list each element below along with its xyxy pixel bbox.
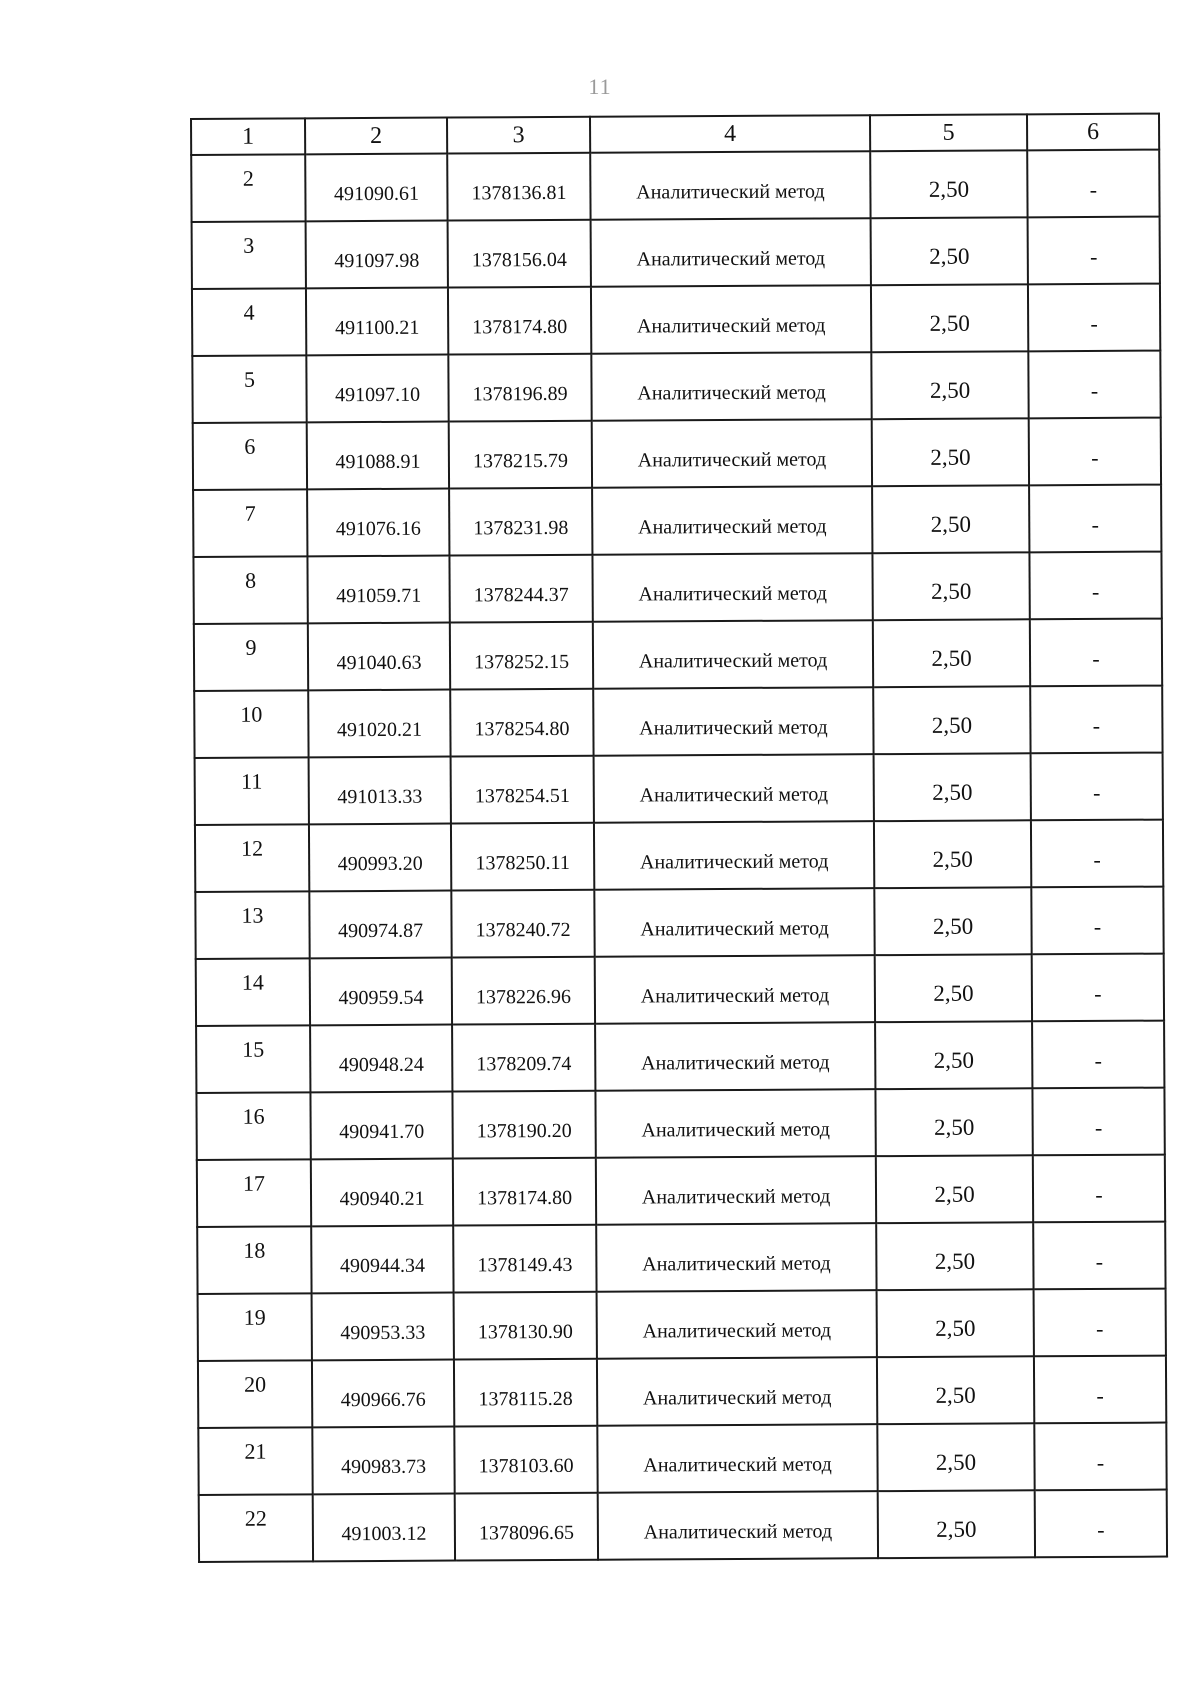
table-row bbox=[192, 284, 1160, 356]
extra-cell: - bbox=[1034, 1356, 1166, 1424]
point-number-cell: 21 bbox=[198, 1427, 312, 1495]
accuracy-cell: 2,50 bbox=[873, 619, 1030, 687]
coordinates-table bbox=[190, 113, 1168, 1563]
accuracy-cell: 2,50 bbox=[873, 686, 1030, 754]
method-cell: Аналитический метод bbox=[594, 821, 874, 890]
point-number-cell: 5 bbox=[192, 355, 306, 423]
table-row bbox=[198, 1423, 1166, 1495]
table-row bbox=[198, 1356, 1166, 1428]
accuracy-cell: 2,50 bbox=[877, 1289, 1034, 1357]
extra-cell: - bbox=[1032, 1088, 1164, 1156]
accuracy-cell: 2,50 bbox=[870, 150, 1027, 218]
table-row bbox=[196, 1088, 1164, 1160]
point-number-cell: 4 bbox=[192, 288, 306, 356]
extra-cell: - bbox=[1034, 1289, 1166, 1357]
table-row bbox=[193, 418, 1161, 490]
point-number-cell: 2 bbox=[191, 154, 305, 222]
table-row bbox=[196, 954, 1164, 1026]
accuracy-cell: 2,50 bbox=[871, 351, 1028, 419]
y-coordinate-cell: 1378254.51 bbox=[451, 756, 594, 824]
x-coordinate-cell: 491090.61 bbox=[305, 154, 447, 222]
method-cell: Аналитический метод bbox=[590, 151, 870, 220]
point-number-cell: 13 bbox=[195, 891, 309, 959]
table-row bbox=[191, 150, 1159, 222]
point-number-cell: 7 bbox=[193, 489, 307, 557]
method-cell: Аналитический метод bbox=[597, 1424, 877, 1493]
y-coordinate-cell: 1378103.60 bbox=[454, 1426, 597, 1494]
method-cell: Аналитический метод bbox=[596, 1223, 876, 1292]
table-row bbox=[197, 1155, 1165, 1227]
column-header-2: 2 bbox=[305, 118, 447, 155]
y-coordinate-cell: 1378226.96 bbox=[452, 957, 595, 1025]
x-coordinate-cell: 491088.91 bbox=[307, 422, 449, 490]
method-cell: Аналитический метод bbox=[597, 1357, 877, 1426]
column-header-5: 5 bbox=[870, 114, 1027, 151]
y-coordinate-cell: 1378244.37 bbox=[449, 555, 592, 623]
extra-cell: - bbox=[1031, 820, 1163, 888]
table-row bbox=[196, 1021, 1164, 1093]
accuracy-cell: 2,50 bbox=[874, 753, 1031, 821]
extra-cell: - bbox=[1028, 351, 1160, 419]
x-coordinate-cell: 490944.34 bbox=[311, 1226, 453, 1294]
x-coordinate-cell: 491100.21 bbox=[306, 288, 448, 356]
table-row bbox=[195, 753, 1163, 825]
x-coordinate-cell: 491059.71 bbox=[307, 556, 449, 624]
point-number-cell: 3 bbox=[192, 221, 306, 289]
y-coordinate-cell: 1378254.80 bbox=[450, 689, 593, 757]
accuracy-cell: 2,50 bbox=[877, 1356, 1034, 1424]
table-row bbox=[192, 351, 1160, 423]
accuracy-cell: 2,50 bbox=[872, 418, 1029, 486]
x-coordinate-cell: 490959.54 bbox=[310, 958, 452, 1026]
header-row bbox=[191, 114, 1159, 155]
x-coordinate-cell: 490941.70 bbox=[310, 1092, 452, 1160]
method-cell: Аналитический метод bbox=[594, 888, 874, 957]
y-coordinate-cell: 1378130.90 bbox=[454, 1292, 597, 1360]
point-number-cell: 15 bbox=[196, 1025, 310, 1093]
column-header-6: 6 bbox=[1027, 114, 1159, 151]
table-row bbox=[199, 1490, 1167, 1562]
x-coordinate-cell: 490974.87 bbox=[309, 891, 451, 959]
method-cell: Аналитический метод bbox=[595, 1089, 875, 1158]
extra-cell: - bbox=[1034, 1423, 1166, 1491]
accuracy-cell: 2,50 bbox=[874, 887, 1031, 955]
point-number-cell: 6 bbox=[193, 422, 307, 490]
method-cell: Аналитический метод bbox=[591, 218, 871, 287]
extra-cell: - bbox=[1033, 1155, 1165, 1223]
extra-cell: - bbox=[1030, 686, 1162, 754]
y-coordinate-cell: 1378231.98 bbox=[449, 488, 592, 556]
x-coordinate-cell: 490940.21 bbox=[311, 1159, 453, 1227]
x-coordinate-cell: 490966.76 bbox=[312, 1360, 454, 1428]
extra-cell: - bbox=[1035, 1490, 1167, 1558]
accuracy-cell: 2,50 bbox=[874, 820, 1031, 888]
method-cell: Аналитический метод bbox=[598, 1491, 878, 1560]
method-cell: Аналитический метод bbox=[592, 553, 872, 622]
y-coordinate-cell: 1378250.11 bbox=[451, 823, 594, 891]
accuracy-cell: 2,50 bbox=[871, 217, 1028, 285]
x-coordinate-cell: 491076.16 bbox=[307, 489, 449, 557]
accuracy-cell: 2,50 bbox=[878, 1490, 1035, 1558]
x-coordinate-cell: 491003.12 bbox=[313, 1494, 455, 1562]
method-cell: Аналитический метод bbox=[595, 1022, 875, 1091]
x-coordinate-cell: 491020.21 bbox=[308, 690, 450, 758]
page-number: 11 bbox=[588, 74, 612, 99]
y-coordinate-cell: 1378149.43 bbox=[453, 1225, 596, 1293]
extra-cell: - bbox=[1027, 150, 1159, 218]
x-coordinate-cell: 490953.33 bbox=[312, 1293, 454, 1361]
y-coordinate-cell: 1378215.79 bbox=[449, 421, 592, 489]
point-number-cell: 22 bbox=[199, 1494, 313, 1562]
accuracy-cell: 2,50 bbox=[872, 552, 1029, 620]
accuracy-cell: 2,50 bbox=[876, 1222, 1033, 1290]
x-coordinate-cell: 490993.20 bbox=[309, 824, 451, 892]
point-number-cell: 20 bbox=[198, 1360, 312, 1428]
point-number-cell: 11 bbox=[195, 757, 309, 825]
table-row bbox=[197, 1222, 1165, 1294]
extra-cell: - bbox=[1031, 753, 1163, 821]
table-row bbox=[193, 552, 1161, 624]
y-coordinate-cell: 1378252.15 bbox=[450, 622, 593, 690]
accuracy-cell: 2,50 bbox=[875, 1021, 1032, 1089]
method-cell: Аналитический метод bbox=[593, 620, 873, 689]
point-number-cell: 8 bbox=[193, 556, 307, 624]
extra-cell: - bbox=[1029, 552, 1161, 620]
table-row bbox=[193, 485, 1161, 557]
x-coordinate-cell: 491040.63 bbox=[308, 623, 450, 691]
table-row bbox=[194, 619, 1162, 691]
extra-cell: - bbox=[1030, 619, 1162, 687]
y-coordinate-cell: 1378096.65 bbox=[455, 1493, 598, 1561]
extra-cell: - bbox=[1029, 418, 1161, 486]
method-cell: Аналитический метод bbox=[591, 352, 871, 421]
table-row bbox=[192, 217, 1160, 289]
y-coordinate-cell: 1378115.28 bbox=[454, 1359, 597, 1427]
extra-cell: - bbox=[1031, 887, 1163, 955]
accuracy-cell: 2,50 bbox=[871, 284, 1028, 352]
accuracy-cell: 2,50 bbox=[875, 1088, 1032, 1156]
method-cell: Аналитический метод bbox=[596, 1156, 876, 1225]
method-cell: Аналитический метод bbox=[597, 1290, 877, 1359]
x-coordinate-cell: 490983.73 bbox=[312, 1427, 454, 1495]
y-coordinate-cell: 1378209.74 bbox=[452, 1024, 595, 1092]
accuracy-cell: 2,50 bbox=[877, 1423, 1034, 1491]
extra-cell: - bbox=[1032, 1021, 1164, 1089]
y-coordinate-cell: 1378174.80 bbox=[453, 1158, 596, 1226]
extra-cell: - bbox=[1028, 217, 1160, 285]
y-coordinate-cell: 1378190.20 bbox=[452, 1091, 595, 1159]
accuracy-cell: 2,50 bbox=[875, 954, 1032, 1022]
method-cell: Аналитический метод bbox=[593, 687, 873, 756]
method-cell: Аналитический метод bbox=[594, 754, 874, 823]
table-row bbox=[195, 887, 1163, 959]
column-header-4: 4 bbox=[590, 115, 870, 153]
table-row bbox=[195, 820, 1163, 892]
x-coordinate-cell: 491097.98 bbox=[306, 221, 448, 289]
extra-cell: - bbox=[1029, 485, 1161, 553]
x-coordinate-cell: 490948.24 bbox=[310, 1025, 452, 1093]
table-row bbox=[194, 686, 1162, 758]
accuracy-cell: 2,50 bbox=[876, 1155, 1033, 1223]
y-coordinate-cell: 1378174.80 bbox=[448, 287, 591, 355]
x-coordinate-cell: 491097.10 bbox=[306, 355, 448, 423]
method-cell: Аналитический метод bbox=[591, 285, 871, 354]
point-number-cell: 10 bbox=[194, 690, 308, 758]
accuracy-cell: 2,50 bbox=[872, 485, 1029, 553]
extra-cell: - bbox=[1032, 954, 1164, 1022]
point-number-cell: 17 bbox=[197, 1159, 311, 1227]
y-coordinate-cell: 1378156.04 bbox=[448, 220, 591, 288]
point-number-cell: 9 bbox=[194, 623, 308, 691]
point-number-cell: 19 bbox=[198, 1293, 312, 1361]
y-coordinate-cell: 1378240.72 bbox=[451, 890, 594, 958]
method-cell: Аналитический метод bbox=[595, 955, 875, 1024]
point-number-cell: 14 bbox=[196, 958, 310, 1026]
y-coordinate-cell: 1378196.89 bbox=[448, 354, 591, 422]
y-coordinate-cell: 1378136.81 bbox=[447, 153, 590, 221]
point-number-cell: 16 bbox=[196, 1092, 310, 1160]
point-number-cell: 12 bbox=[195, 824, 309, 892]
extra-cell: - bbox=[1033, 1222, 1165, 1290]
method-cell: Аналитический метод bbox=[592, 419, 872, 488]
point-number-cell: 18 bbox=[197, 1226, 311, 1294]
table-body bbox=[191, 150, 1167, 1562]
extra-cell: - bbox=[1028, 284, 1160, 352]
method-cell: Аналитический метод bbox=[592, 486, 872, 555]
column-header-1: 1 bbox=[191, 118, 305, 155]
x-coordinate-cell: 491013.33 bbox=[309, 757, 451, 825]
column-header-3: 3 bbox=[447, 117, 590, 154]
table-row bbox=[198, 1289, 1166, 1361]
